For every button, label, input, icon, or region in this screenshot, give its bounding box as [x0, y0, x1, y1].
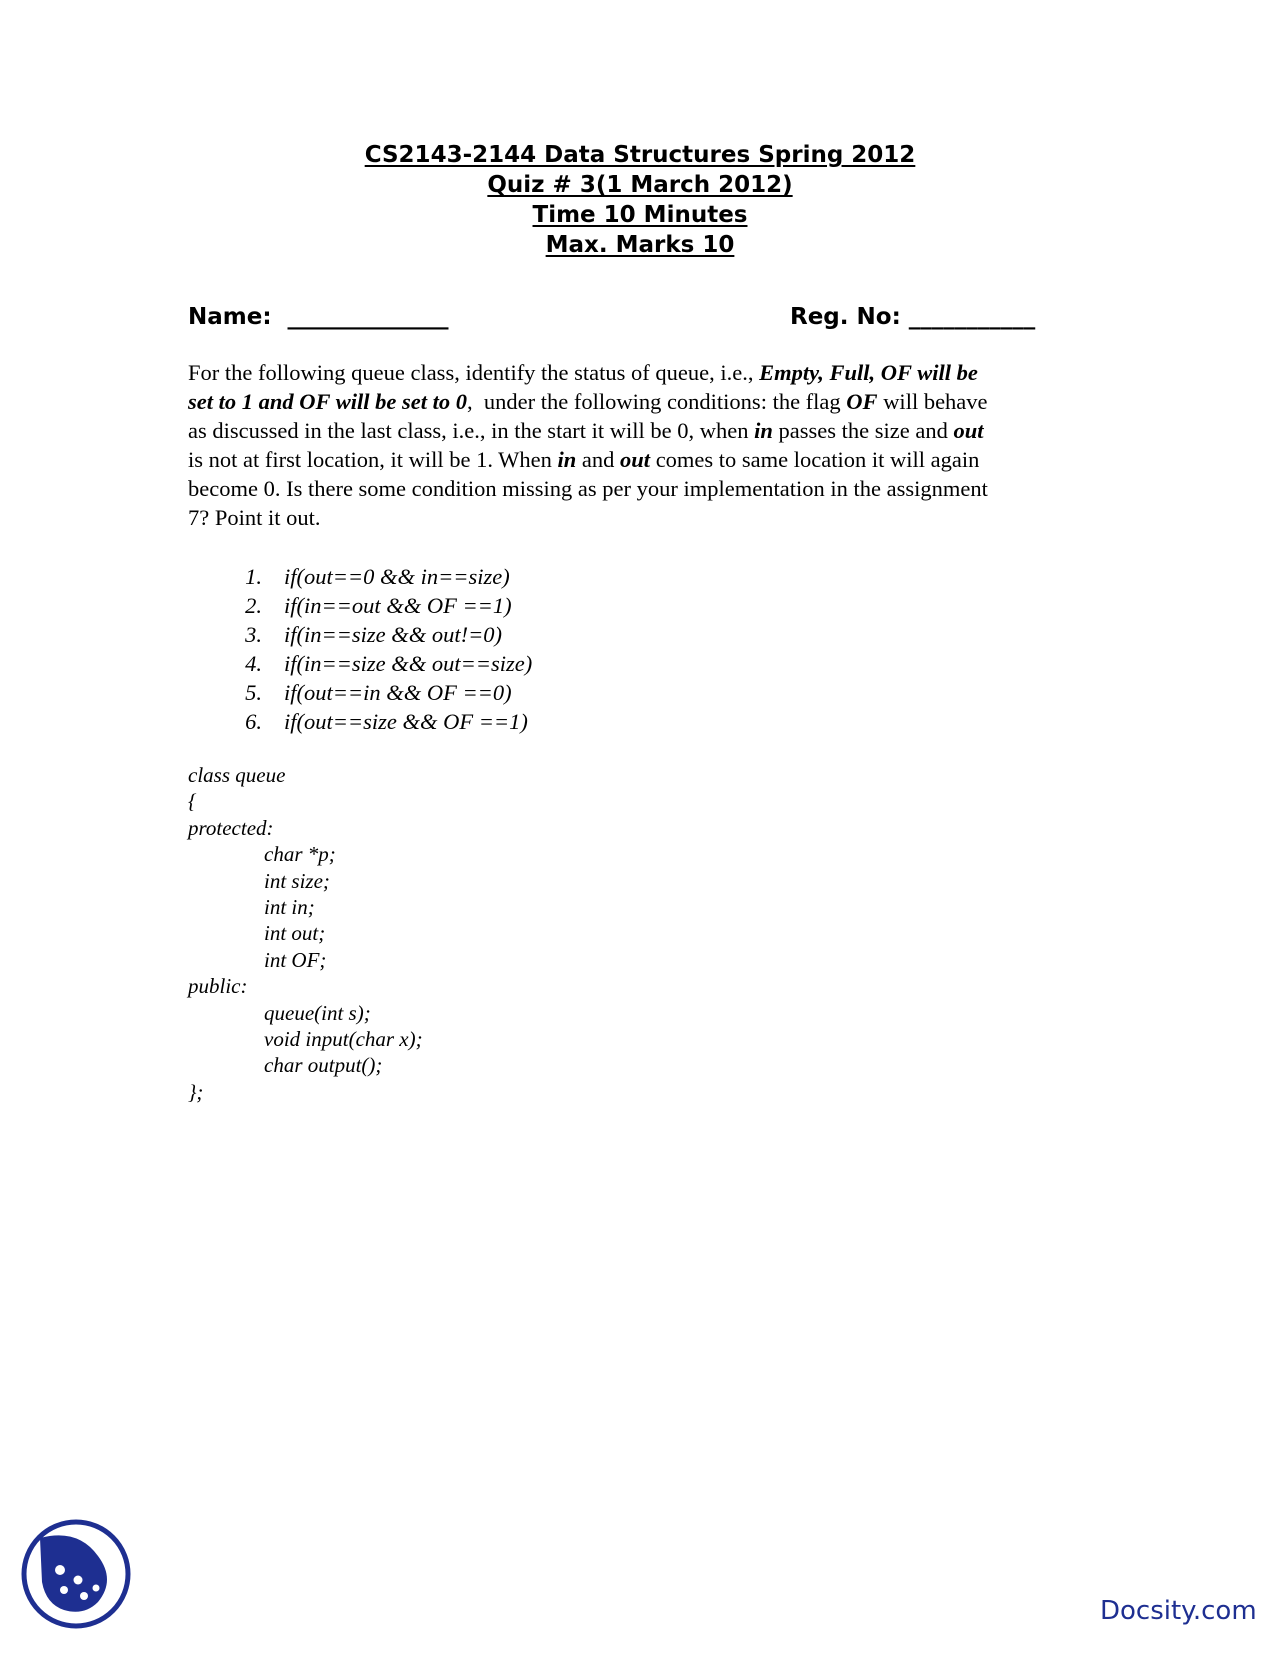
code-line: char *p; — [264, 842, 336, 867]
condition-number: 4. — [245, 651, 262, 676]
condition-item — [220, 649, 532, 678]
condition-item — [220, 707, 532, 736]
instructions-text: is not at first location, it will be 1. When — [188, 447, 558, 472]
max-marks: Max. Marks 10 — [545, 232, 735, 258]
docsity-logo-icon[interactable] — [20, 1518, 132, 1630]
instructions-text: comes to same location it will again — [650, 447, 980, 472]
instructions-line — [188, 416, 1088, 445]
condition-text: if(out==0 && in==size) — [284, 564, 510, 589]
instructions-text: as discussed in the last class, i.e., in the start it will be 0, when — [188, 418, 755, 443]
instructions-line: become 0. Is there some condition missing as per your implementation in the assignment — [188, 476, 988, 501]
instructions-line — [188, 445, 1088, 474]
instructions-emphasis: Empty, Full, OF will be — [759, 360, 978, 385]
condition-text: if(in==out && OF ==1) — [284, 593, 512, 618]
condition-number: 2. — [245, 593, 262, 618]
code-line: int out; — [264, 921, 326, 946]
instructions-emphasis: OF — [846, 389, 878, 414]
instructions-paragraph — [188, 358, 1088, 532]
condition-item — [220, 678, 532, 707]
instructions-emphasis: out — [953, 418, 984, 443]
condition-number: 3. — [245, 622, 262, 647]
code-line: int size; — [264, 868, 330, 893]
condition-text: if(in==size && out==size) — [284, 651, 533, 676]
condition-item — [220, 562, 532, 591]
docsity-brand-link[interactable]: Docsity.com — [1100, 1596, 1257, 1626]
name-field-label: Name: ______________ — [188, 304, 449, 330]
code-line: }; — [188, 1079, 204, 1104]
course-title: CS2143-2144 Data Structures Spring 2012 — [364, 142, 916, 168]
condition-text: if(out==size && OF ==1) — [284, 709, 528, 734]
condition-text: if(out==in && OF ==0) — [284, 680, 512, 705]
instructions-emphasis: in — [557, 447, 577, 472]
code-line: char output(); — [264, 1053, 383, 1078]
reg-no-field-label: Reg. No: ___________ — [790, 304, 1036, 330]
condition-number: 6. — [245, 709, 262, 734]
code-line: public: — [188, 974, 248, 999]
condition-item — [220, 591, 532, 620]
instructions-text: and — [576, 447, 621, 472]
conditions-list — [220, 562, 532, 736]
condition-text: if(in==size && out!=0) — [284, 622, 503, 647]
condition-number: 1. — [245, 564, 262, 589]
code-line: class queue — [188, 763, 286, 787]
instructions-line: 7? Point it out. — [188, 505, 321, 530]
condition-item — [220, 620, 532, 649]
code-line: int in; — [264, 895, 315, 920]
instructions-emphasis: set to 1 and OF will be set to 0 — [188, 389, 467, 414]
instructions-emphasis: out — [620, 447, 651, 472]
code-line: { — [188, 789, 197, 814]
instructions-text: passes the size and — [772, 418, 954, 443]
queue-class-code — [188, 762, 423, 1105]
document-header — [0, 140, 1280, 260]
instructions-line — [188, 358, 1088, 387]
instructions-text: , under the following conditions: the flag — [466, 389, 847, 414]
quiz-title: Quiz # 3(1 March 2012) — [487, 172, 793, 198]
condition-number: 5. — [245, 680, 262, 705]
code-line: int OF; — [264, 947, 327, 972]
instructions-line — [188, 387, 1088, 416]
code-line: queue(int s); — [264, 1000, 371, 1025]
instructions-emphasis: in — [754, 418, 773, 443]
time-limit: Time 10 Minutes — [532, 202, 748, 228]
instructions-text: For the following queue class, identify the status of queue, i.e., — [188, 360, 760, 385]
code-line: protected: — [188, 815, 274, 840]
code-line: void input(char x); — [264, 1027, 423, 1052]
instructions-text: will behave — [877, 389, 988, 414]
